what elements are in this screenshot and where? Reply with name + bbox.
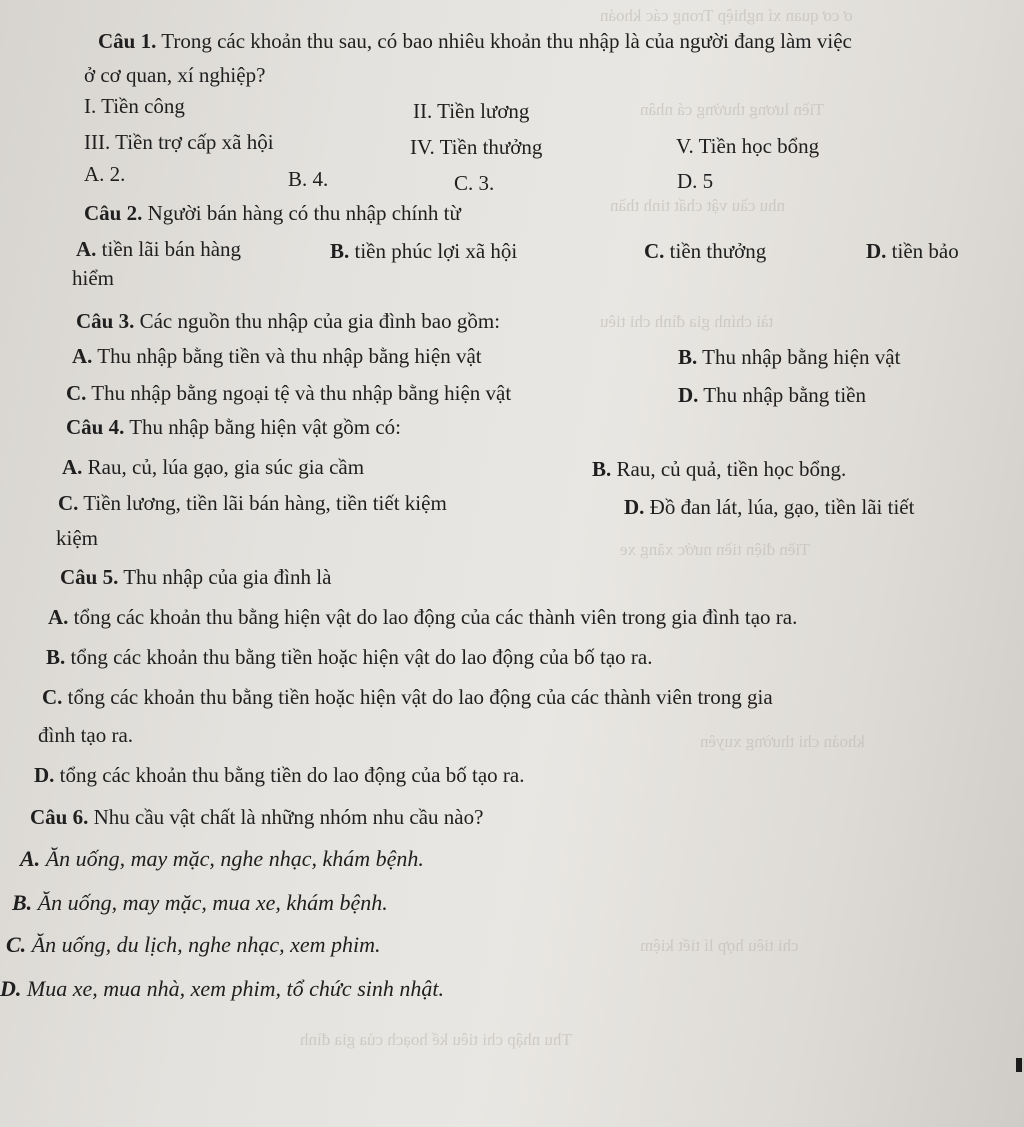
- question-6-stem: [30, 804, 483, 830]
- question-3-option-b: [678, 344, 900, 370]
- option-text: tổng các khoản thu bằng hiện vật do lao động của các thành viên trong gia đình tạo ra.: [73, 605, 798, 629]
- option-key: B.: [678, 345, 698, 369]
- option-key: A.: [48, 605, 69, 629]
- question-5-option-a: [48, 604, 797, 630]
- question-4-text: Thu nhập bằng hiện vật gồm có:: [129, 415, 402, 439]
- option-key: D.: [34, 763, 55, 787]
- option-text: tổng các khoản thu bằng tiền do lao động của bố tạo ra.: [59, 763, 525, 787]
- option-key: C.: [454, 171, 474, 195]
- question-1-label: Câu 1.: [98, 29, 157, 53]
- option-key: A.: [76, 237, 97, 261]
- option-key: B.: [12, 890, 33, 915]
- question-2-option-c: [644, 238, 766, 264]
- question-1-stem: [98, 28, 852, 54]
- question-5-option-b: [46, 644, 653, 670]
- option-key: B.: [592, 457, 612, 481]
- option-text: Tiền lương, tiền lãi bán hàng, tiền tiết kiệm: [83, 491, 447, 515]
- page-edge-mark: [1016, 1058, 1022, 1072]
- question-5-option-d: [34, 762, 524, 788]
- question-1-stem-continued: ở cơ quan, xí nghiệp?: [84, 63, 266, 87]
- option-key: C.: [58, 491, 79, 515]
- question-6-option-c: [6, 932, 381, 958]
- question-3-option-a: [72, 343, 482, 369]
- question-4-label: Câu 4.: [66, 415, 125, 439]
- option-text: Ăn uống, du lịch, nghe nhạc, xem phim.: [31, 932, 381, 957]
- option-key: A.: [84, 162, 105, 186]
- option-text: Rau, củ quả, tiền học bổng.: [616, 457, 847, 481]
- question-2-stem: [84, 200, 461, 226]
- question-1-option-c: [454, 170, 494, 196]
- option-text: 3.: [478, 171, 495, 195]
- option-key: B.: [288, 167, 308, 191]
- option-key: C.: [6, 932, 27, 957]
- option-text: tiền lãi bán hàng: [101, 237, 242, 261]
- question-2-option-d-continued: hiểm: [72, 266, 114, 290]
- option-text: tiền bảo: [891, 239, 959, 263]
- question-5-option-c-continued: đình tạo ra.: [38, 723, 134, 747]
- question-5-label: Câu 5.: [60, 565, 119, 589]
- question-6-text: Nhu cầu vật chất là những nhóm nhu cầu nào?: [93, 805, 484, 829]
- option-key: C.: [66, 381, 87, 405]
- question-4-option-d: [624, 494, 914, 520]
- option-text: tổng các khoản thu bằng tiền hoặc hiện vật do lao động của các thành viên trong gia: [67, 685, 773, 709]
- option-text: Thu nhập bằng hiện vật: [702, 345, 901, 369]
- question-1-option-b: [288, 166, 328, 192]
- question-4-stem: [66, 414, 401, 440]
- question-2-option-b: [330, 238, 517, 264]
- option-key: D.: [866, 239, 887, 263]
- option-key: A.: [62, 455, 83, 479]
- question-6-label: Câu 6.: [30, 805, 89, 829]
- question-1-option-d: [677, 168, 713, 194]
- question-1-item-4: IV. Tiền thưởng: [410, 135, 543, 159]
- question-1-item-1: I. Tiền công: [84, 94, 185, 118]
- question-5-text: Thu nhập của gia đình là: [123, 565, 332, 589]
- option-key: A.: [20, 846, 41, 871]
- show-through-texture: Tiền lương thưởng cá nhân: [640, 100, 825, 119]
- option-text: Ăn uống, may mặc, mua xe, khám bệnh.: [37, 890, 388, 915]
- option-text: tiền phúc lợi xã hội: [354, 239, 518, 263]
- question-1-option-a: [84, 161, 125, 187]
- question-6-option-a: [20, 846, 424, 872]
- option-key: D.: [0, 976, 22, 1001]
- show-through-texture: chi tiêu hợp lí tiết kiệm: [640, 936, 799, 955]
- question-3-option-c: [66, 380, 511, 406]
- option-text: 5: [702, 169, 714, 193]
- question-1-text: Trong các khoản thu sau, có bao nhiêu khoản thu nhập là của người đang làm việc: [161, 29, 852, 53]
- question-1-item-2: II. Tiền lương: [413, 99, 530, 123]
- option-key: D.: [678, 383, 699, 407]
- option-key: D.: [677, 169, 698, 193]
- question-6-option-d: [0, 976, 444, 1002]
- option-text: tiền thưởng: [669, 239, 767, 263]
- question-3-option-d: [678, 382, 866, 408]
- question-4-option-b: [592, 456, 846, 482]
- question-2-label: Câu 2.: [84, 201, 143, 225]
- option-key: C.: [42, 685, 63, 709]
- question-2-text: Người bán hàng có thu nhập chính từ: [147, 201, 461, 225]
- option-text: Ăn uống, may mặc, nghe nhạc, khám bệnh.: [45, 846, 424, 871]
- option-text: 4.: [312, 167, 329, 191]
- option-text: tổng các khoản thu bằng tiền hoặc hiện vật do lao động của bố tạo ra.: [70, 645, 653, 669]
- question-1-item-3: III. Tiền trợ cấp xã hội: [84, 130, 274, 154]
- question-3-label: Câu 3.: [76, 309, 135, 333]
- option-key: D.: [624, 495, 645, 519]
- option-text: Thu nhập bằng ngoại tệ và thu nhập bằng hiện vật: [91, 381, 512, 405]
- option-text: Rau, củ, lúa gạo, gia súc gia cầm: [87, 455, 365, 479]
- show-through-texture: Thu nhập chi tiêu kế hoạch của gia đình: [300, 1030, 572, 1049]
- option-text: Đồ đan lát, lúa, gạo, tiền lãi tiết: [649, 495, 915, 519]
- question-4-option-a: [62, 454, 364, 480]
- show-through-texture: nhu cầu vật chất tinh thần: [610, 196, 786, 215]
- show-through-texture: Tiền điện tiền nước xăng xe: [620, 540, 810, 559]
- question-1-item-5: V. Tiền học bổng: [676, 134, 820, 158]
- question-2-option-d: [866, 238, 959, 264]
- option-text: Mua xe, mua nhà, xem phim, tổ chức sinh nhật.: [26, 976, 444, 1001]
- option-text: Thu nhập bằng tiền và thu nhập bằng hiện vật: [97, 344, 482, 368]
- show-through-texture: khoản chi thường xuyên: [700, 732, 866, 751]
- question-4-option-d-continued: kiệm: [56, 526, 98, 550]
- option-text: Thu nhập bằng tiền: [703, 383, 867, 407]
- question-4-option-c: [58, 490, 447, 516]
- option-key: B.: [330, 239, 350, 263]
- question-6-option-b: [12, 890, 388, 916]
- question-2-option-a: [76, 236, 241, 262]
- option-key: C.: [644, 239, 665, 263]
- question-3-stem: [76, 308, 500, 334]
- show-through-texture: tài chính gia đình chi tiêu: [600, 312, 774, 331]
- option-key: B.: [46, 645, 66, 669]
- show-through-texture: ơ cơ quan xí nghiệp Trong các khoản: [600, 6, 853, 25]
- option-key: A.: [72, 344, 93, 368]
- option-text: 2.: [109, 162, 126, 186]
- question-5-stem: [60, 564, 331, 590]
- question-3-text: Các nguồn thu nhập của gia đình bao gồm:: [139, 309, 501, 333]
- question-5-option-c: [42, 684, 773, 710]
